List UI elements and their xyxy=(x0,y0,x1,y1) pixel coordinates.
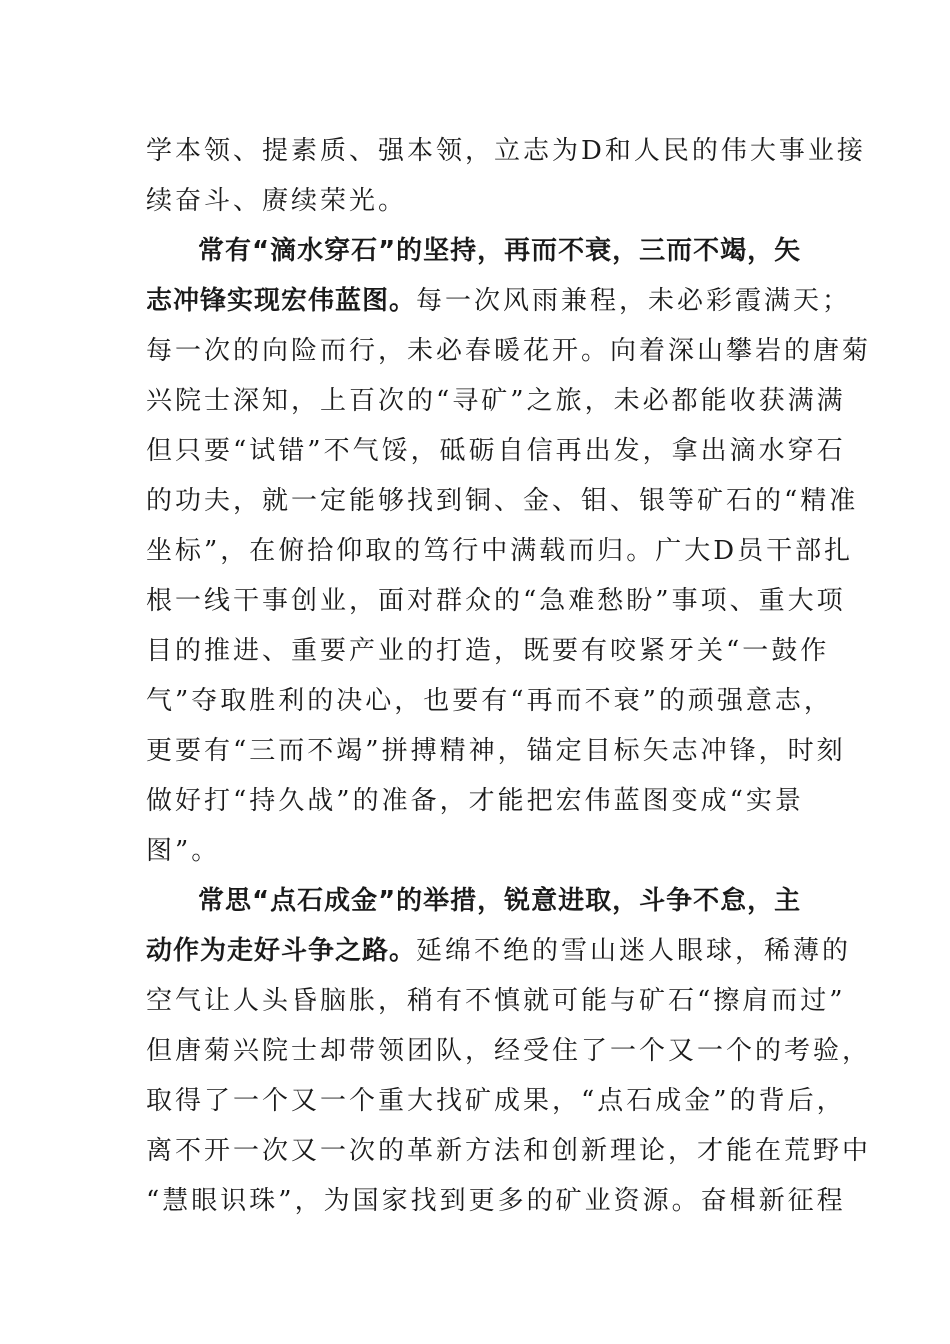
text-line: 续奋斗、赓续荣光。 xyxy=(146,186,408,216)
paragraph-2 xyxy=(146,226,872,876)
text-line: 根一线干事创业，面对群众的“急难愁盼”事项、重大项 xyxy=(146,586,846,616)
text-line: 但只要“试错”不气馁，砥砺自信再出发，拿出滴水穿石 xyxy=(146,436,846,466)
text-line: 但唐菊兴院士却带领团队，经受住了一个又一个的考验， xyxy=(146,1036,872,1066)
text-line xyxy=(146,926,852,976)
text-line: 图”。 xyxy=(146,836,221,866)
text-line: “慧眼识珠”，为国家找到更多的矿业资源。奋楫新征程 xyxy=(146,1186,846,1216)
paragraph-heading-line: 志冲锋实现宏伟蓝图。 xyxy=(146,286,417,316)
paragraph-heading-line: 常有“滴水穿石”的坚持，再而不衰，三而不竭，矢 xyxy=(198,236,802,266)
text-line: 坐标”，在俯拾仰取的笃行中满载而归。广大D员干部扎 xyxy=(146,536,854,566)
text-line xyxy=(146,276,852,326)
paragraph-heading-line: 动作为走好斗争之路。 xyxy=(146,936,417,966)
paragraph-1 xyxy=(146,126,866,226)
text-line: 兴院士深知，上百次的“寻矿”之旅，未必都能收获满满 xyxy=(146,386,846,416)
document-body xyxy=(146,126,872,1226)
text-line: 做好打“持久战”的准备，才能把宏伟蓝图变成“实景 xyxy=(146,786,804,816)
paragraph-heading-line: 常思“点石成金”的举措，锐意进取，斗争不怠，主 xyxy=(198,886,802,916)
paragraph-3 xyxy=(146,876,872,1226)
text-line: 每一次的向险而行，未必春暖花开。向着深山攀岩的唐菊 xyxy=(146,336,872,366)
text-line: 离不开一次又一次的革新方法和创新理论，才能在荒野中 xyxy=(146,1136,872,1166)
text-line: 空气让人头昏脑胀，稍有不慎就可能与矿石“擦肩而过” xyxy=(146,986,846,1016)
text-fragment: 每一次风雨兼程，未必彩霞满天； xyxy=(416,286,852,316)
text-line: 学本领、提素质、强本领，立志为D和人民的伟大事业接 xyxy=(146,136,866,166)
text-fragment: 延绵不绝的雪山迷人眼球，稀薄的 xyxy=(416,936,852,966)
text-line: 的功夫，就一定能够找到铜、金、钼、银等矿石的“精准 xyxy=(146,486,859,516)
text-line: 更要有“三而不竭”拼搏精神，锚定目标矢志冲锋，时刻 xyxy=(146,736,846,766)
text-line: 气”夺取胜利的决心，也要有“再而不衰”的顽强意志， xyxy=(146,686,833,716)
text-line: 目的推进、重要产业的打造，既要有咬紧牙关“一鼓作 xyxy=(146,636,830,666)
text-line: 取得了一个又一个重大找矿成果，“点石成金”的背后， xyxy=(146,1086,846,1116)
